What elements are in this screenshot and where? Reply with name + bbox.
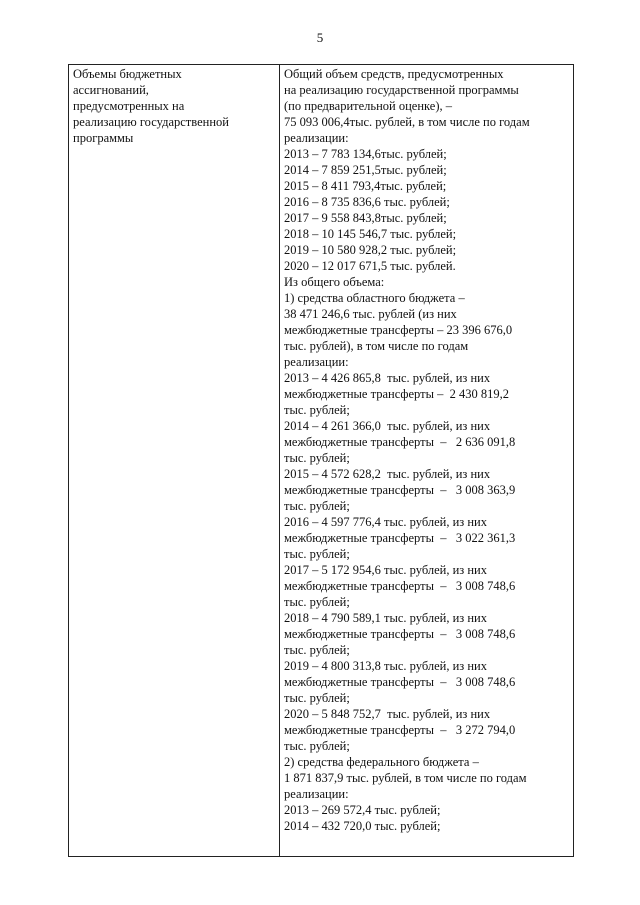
content-line: 2017 – 5 172 954,6 тыс. рублей, из них	[284, 563, 487, 577]
label-line: Объемы бюджетных	[73, 67, 182, 81]
content-line: тыс. рублей;	[284, 643, 350, 657]
content-line: тыс. рублей;	[284, 691, 350, 705]
content-line: межбюджетные трансферты – 2 636 091,8	[284, 435, 516, 449]
content-line: 1) средства областного бюджета –	[284, 291, 465, 305]
content-line: тыс. рублей;	[284, 547, 350, 561]
content-line: межбюджетные трансферты – 3 008 363,9	[284, 483, 516, 497]
content-line: межбюджетные трансферты – 3 022 361,3	[284, 531, 516, 545]
label-line: предусмотренных на	[73, 99, 185, 113]
content-line: 75 093 006,4тыс. рублей, в том числе по годам	[284, 115, 530, 129]
content-line: реализации:	[284, 787, 349, 801]
content-line: 2018 – 10 145 546,7 тыс. рублей;	[284, 227, 457, 241]
content-line: 2015 – 8 411 793,4тыс. рублей;	[284, 179, 447, 193]
table-cell-label	[69, 65, 280, 856]
content-line: 1 871 837,9 тыс. рублей, в том числе по годам	[284, 771, 527, 785]
content-line: на реализацию государственной программы	[284, 83, 519, 97]
content-line: 2019 – 4 800 313,8 тыс. рублей, из них	[284, 659, 487, 673]
label-line: ассигнований,	[73, 83, 149, 97]
content-line: 2018 – 4 790 589,1 тыс. рублей, из них	[284, 611, 487, 625]
content-line: (по предварительной оценке), –	[284, 99, 452, 113]
label-line: реализацию государственной	[73, 115, 229, 129]
content-line: 2017 – 9 558 843,8тыс. рублей;	[284, 211, 447, 225]
content-line: 2019 – 10 580 928,2 тыс. рублей;	[284, 243, 457, 257]
budget-table	[68, 64, 574, 857]
content-line: межбюджетные трансферты – 3 008 748,6	[284, 675, 516, 689]
content-line: 2014 – 432 720,0 тыс. рублей;	[284, 819, 441, 833]
content-line: 2014 – 7 859 251,5тыс. рублей;	[284, 163, 447, 177]
content-line: 2013 – 7 783 134,6тыс. рублей;	[284, 147, 447, 161]
content-line: тыс. рублей;	[284, 499, 350, 513]
content-line: 38 471 246,6 тыс. рублей (из них	[284, 307, 457, 321]
content-line: 2020 – 12 017 671,5 тыс. рублей.	[284, 259, 456, 273]
content-line: межбюджетные трансферты – 3 008 748,6	[284, 627, 516, 641]
content-line: 2015 – 4 572 628,2 тыс. рублей, из них	[284, 467, 491, 481]
content-line: реализации:	[284, 131, 349, 145]
table-cell-content	[280, 65, 573, 856]
content-line: 2013 – 4 426 865,8 тыс. рублей, из них	[284, 371, 491, 385]
label-line: программы	[73, 131, 134, 145]
content-line: реализации:	[284, 355, 349, 369]
content-line: межбюджетные трансферты – 2 430 819,2	[284, 387, 509, 401]
content-line: 2013 – 269 572,4 тыс. рублей;	[284, 803, 441, 817]
content-line: 2016 – 8 735 836,6 тыс. рублей;	[284, 195, 450, 209]
content-line: 2014 – 4 261 366,0 тыс. рублей, из них	[284, 419, 491, 433]
content-line: тыс. рублей;	[284, 739, 350, 753]
content-line: межбюджетные трансферты – 3 008 748,6	[284, 579, 516, 593]
content-line: 2) средства федерального бюджета –	[284, 755, 479, 769]
content-line: тыс. рублей;	[284, 451, 350, 465]
content-line: Общий объем средств, предусмотренных	[284, 67, 504, 81]
content-line: Из общего объема:	[284, 275, 385, 289]
content-line: 2020 – 5 848 752,7 тыс. рублей, из них	[284, 707, 491, 721]
content-line: тыс. рублей;	[284, 403, 350, 417]
content-line: тыс. рублей), в том числе по годам	[284, 339, 469, 353]
content-line: 2016 – 4 597 776,4 тыс. рублей, из них	[284, 515, 487, 529]
content-line: межбюджетные трансферты – 3 272 794,0	[284, 723, 516, 737]
page-number: 5	[316, 30, 324, 45]
content-line: тыс. рублей;	[284, 595, 350, 609]
content-line: межбюджетные трансферты – 23 396 676,0	[284, 323, 513, 337]
